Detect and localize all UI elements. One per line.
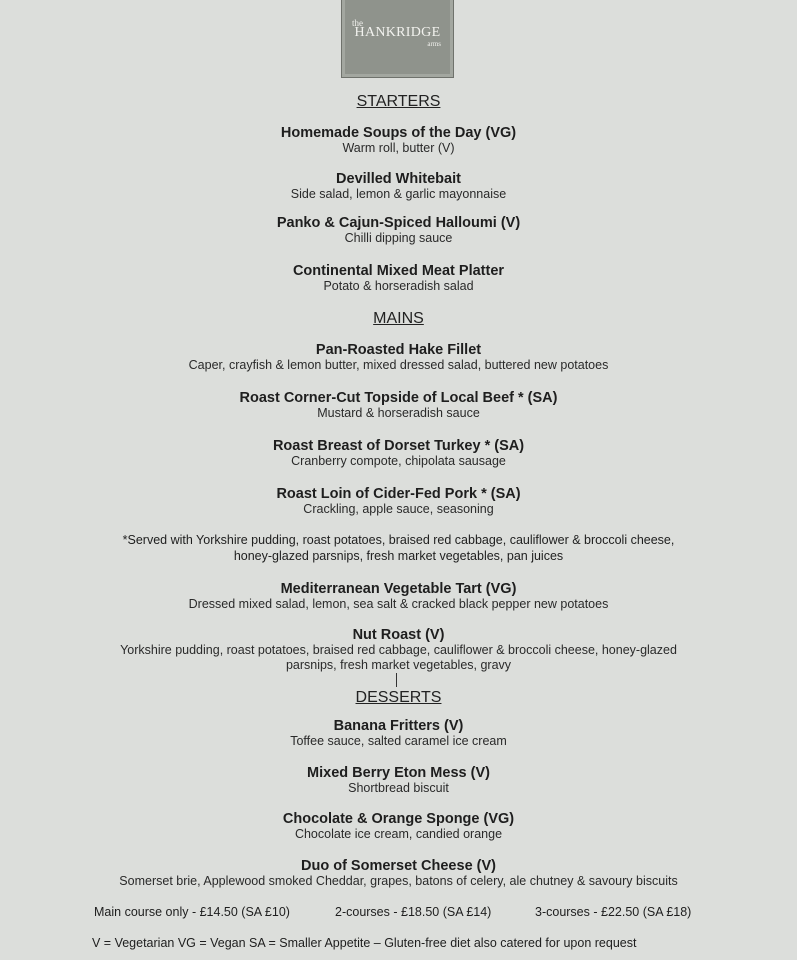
item-description: Warm roll, butter (V) xyxy=(342,141,455,155)
item-title: Continental Mixed Meat Platter xyxy=(292,263,505,279)
starters-heading: STARTERS xyxy=(356,93,441,110)
item-title: Nut Roast (V) xyxy=(352,627,445,643)
menu-item xyxy=(0,342,797,373)
item-description-line1: Yorkshire pudding, roast potatoes, braised red cabbage, cauliflower & broccoli cheese, honey-glazed xyxy=(120,643,677,657)
item-description: Mustard & horseradish sauce xyxy=(317,406,480,420)
roast-note xyxy=(0,533,797,564)
logo-name: HANKRIDGE xyxy=(354,25,441,40)
item-description-line2: parsnips, fresh market vegetables, gravy xyxy=(285,658,512,672)
menu-item xyxy=(0,215,797,246)
price-main-only: Main course only - £14.50 (SA £10) xyxy=(94,905,290,919)
item-description: Shortbread biscuit xyxy=(348,781,449,795)
item-description: Potato & horseradish salad xyxy=(323,279,474,293)
item-description: Side salad, lemon & garlic mayonnaise xyxy=(290,187,507,201)
item-title: Devilled Whitebait xyxy=(336,171,461,187)
item-description: Dressed mixed salad, lemon, sea salt & cracked black pepper new potatoes xyxy=(188,597,609,611)
menu-item xyxy=(0,765,797,796)
menu-item xyxy=(0,718,797,749)
menu-item xyxy=(0,263,797,294)
price-three-courses: 3-courses - £22.50 (SA £18) xyxy=(535,905,692,919)
item-title: Duo of Somerset Cheese (V) xyxy=(301,858,496,874)
menu-item xyxy=(0,171,797,202)
menu-item xyxy=(0,858,797,889)
item-description: Toffee sauce, salted caramel ice cream xyxy=(290,734,507,748)
item-title: Chocolate & Orange Sponge (VG) xyxy=(282,811,515,827)
item-description: Cranberry compote, chipolata sausage xyxy=(291,454,506,468)
menu-item xyxy=(0,627,797,673)
item-title: Roast Breast of Dorset Turkey * (SA) xyxy=(272,438,525,454)
logo-the: the xyxy=(352,18,363,28)
menu-item xyxy=(0,438,797,469)
dietary-key: V = Vegetarian VG = Vegan SA = Smaller Appetite – Gluten-free diet also catered for upon request xyxy=(92,936,637,950)
item-title: Panko & Cajun-Spiced Halloumi (V) xyxy=(276,215,521,231)
mains-heading: MAINS xyxy=(373,310,424,327)
item-description: Chilli dipping sauce xyxy=(344,231,453,245)
item-title: Homemade Soups of the Day (VG) xyxy=(280,125,517,141)
logo-arms: arms xyxy=(427,40,441,48)
item-title: Pan-Roasted Hake Fillet xyxy=(315,342,482,358)
menu-item xyxy=(0,390,797,421)
menu-item xyxy=(0,581,797,612)
menu-item xyxy=(0,486,797,517)
menu-item xyxy=(0,125,797,156)
item-description: Caper, crayfish & lemon butter, mixed dressed salad, buttered new potatoes xyxy=(188,358,609,372)
item-title: Banana Fritters (V) xyxy=(333,718,464,734)
divider xyxy=(396,673,397,687)
desserts-heading: DESSERTS xyxy=(355,689,442,706)
item-title: Mediterranean Vegetable Tart (VG) xyxy=(280,581,517,597)
item-description: Chocolate ice cream, candied orange xyxy=(294,827,503,841)
price-two-courses: 2-courses - £18.50 (SA £14) xyxy=(335,905,492,919)
roast-note-line1: *Served with Yorkshire pudding, roast potatoes, braised red cabbage, cauliflower & broccoli cheese, xyxy=(122,533,675,547)
menu-item xyxy=(0,811,797,842)
item-title: Roast Loin of Cider-Fed Pork * (SA) xyxy=(276,486,521,502)
hankridge-arms-logo xyxy=(341,0,454,78)
roast-note-line2: honey-glazed parsnips, fresh market vegetables, pan juices xyxy=(233,548,564,563)
item-title: Mixed Berry Eton Mess (V) xyxy=(307,765,490,781)
item-title: Roast Corner-Cut Topside of Local Beef * (SA) xyxy=(239,390,558,406)
item-description: Crackling, apple sauce, seasoning xyxy=(303,502,494,516)
item-description: Somerset brie, Applewood smoked Cheddar, grapes, batons of celery, ale chutney & savoury biscuits xyxy=(119,874,678,888)
